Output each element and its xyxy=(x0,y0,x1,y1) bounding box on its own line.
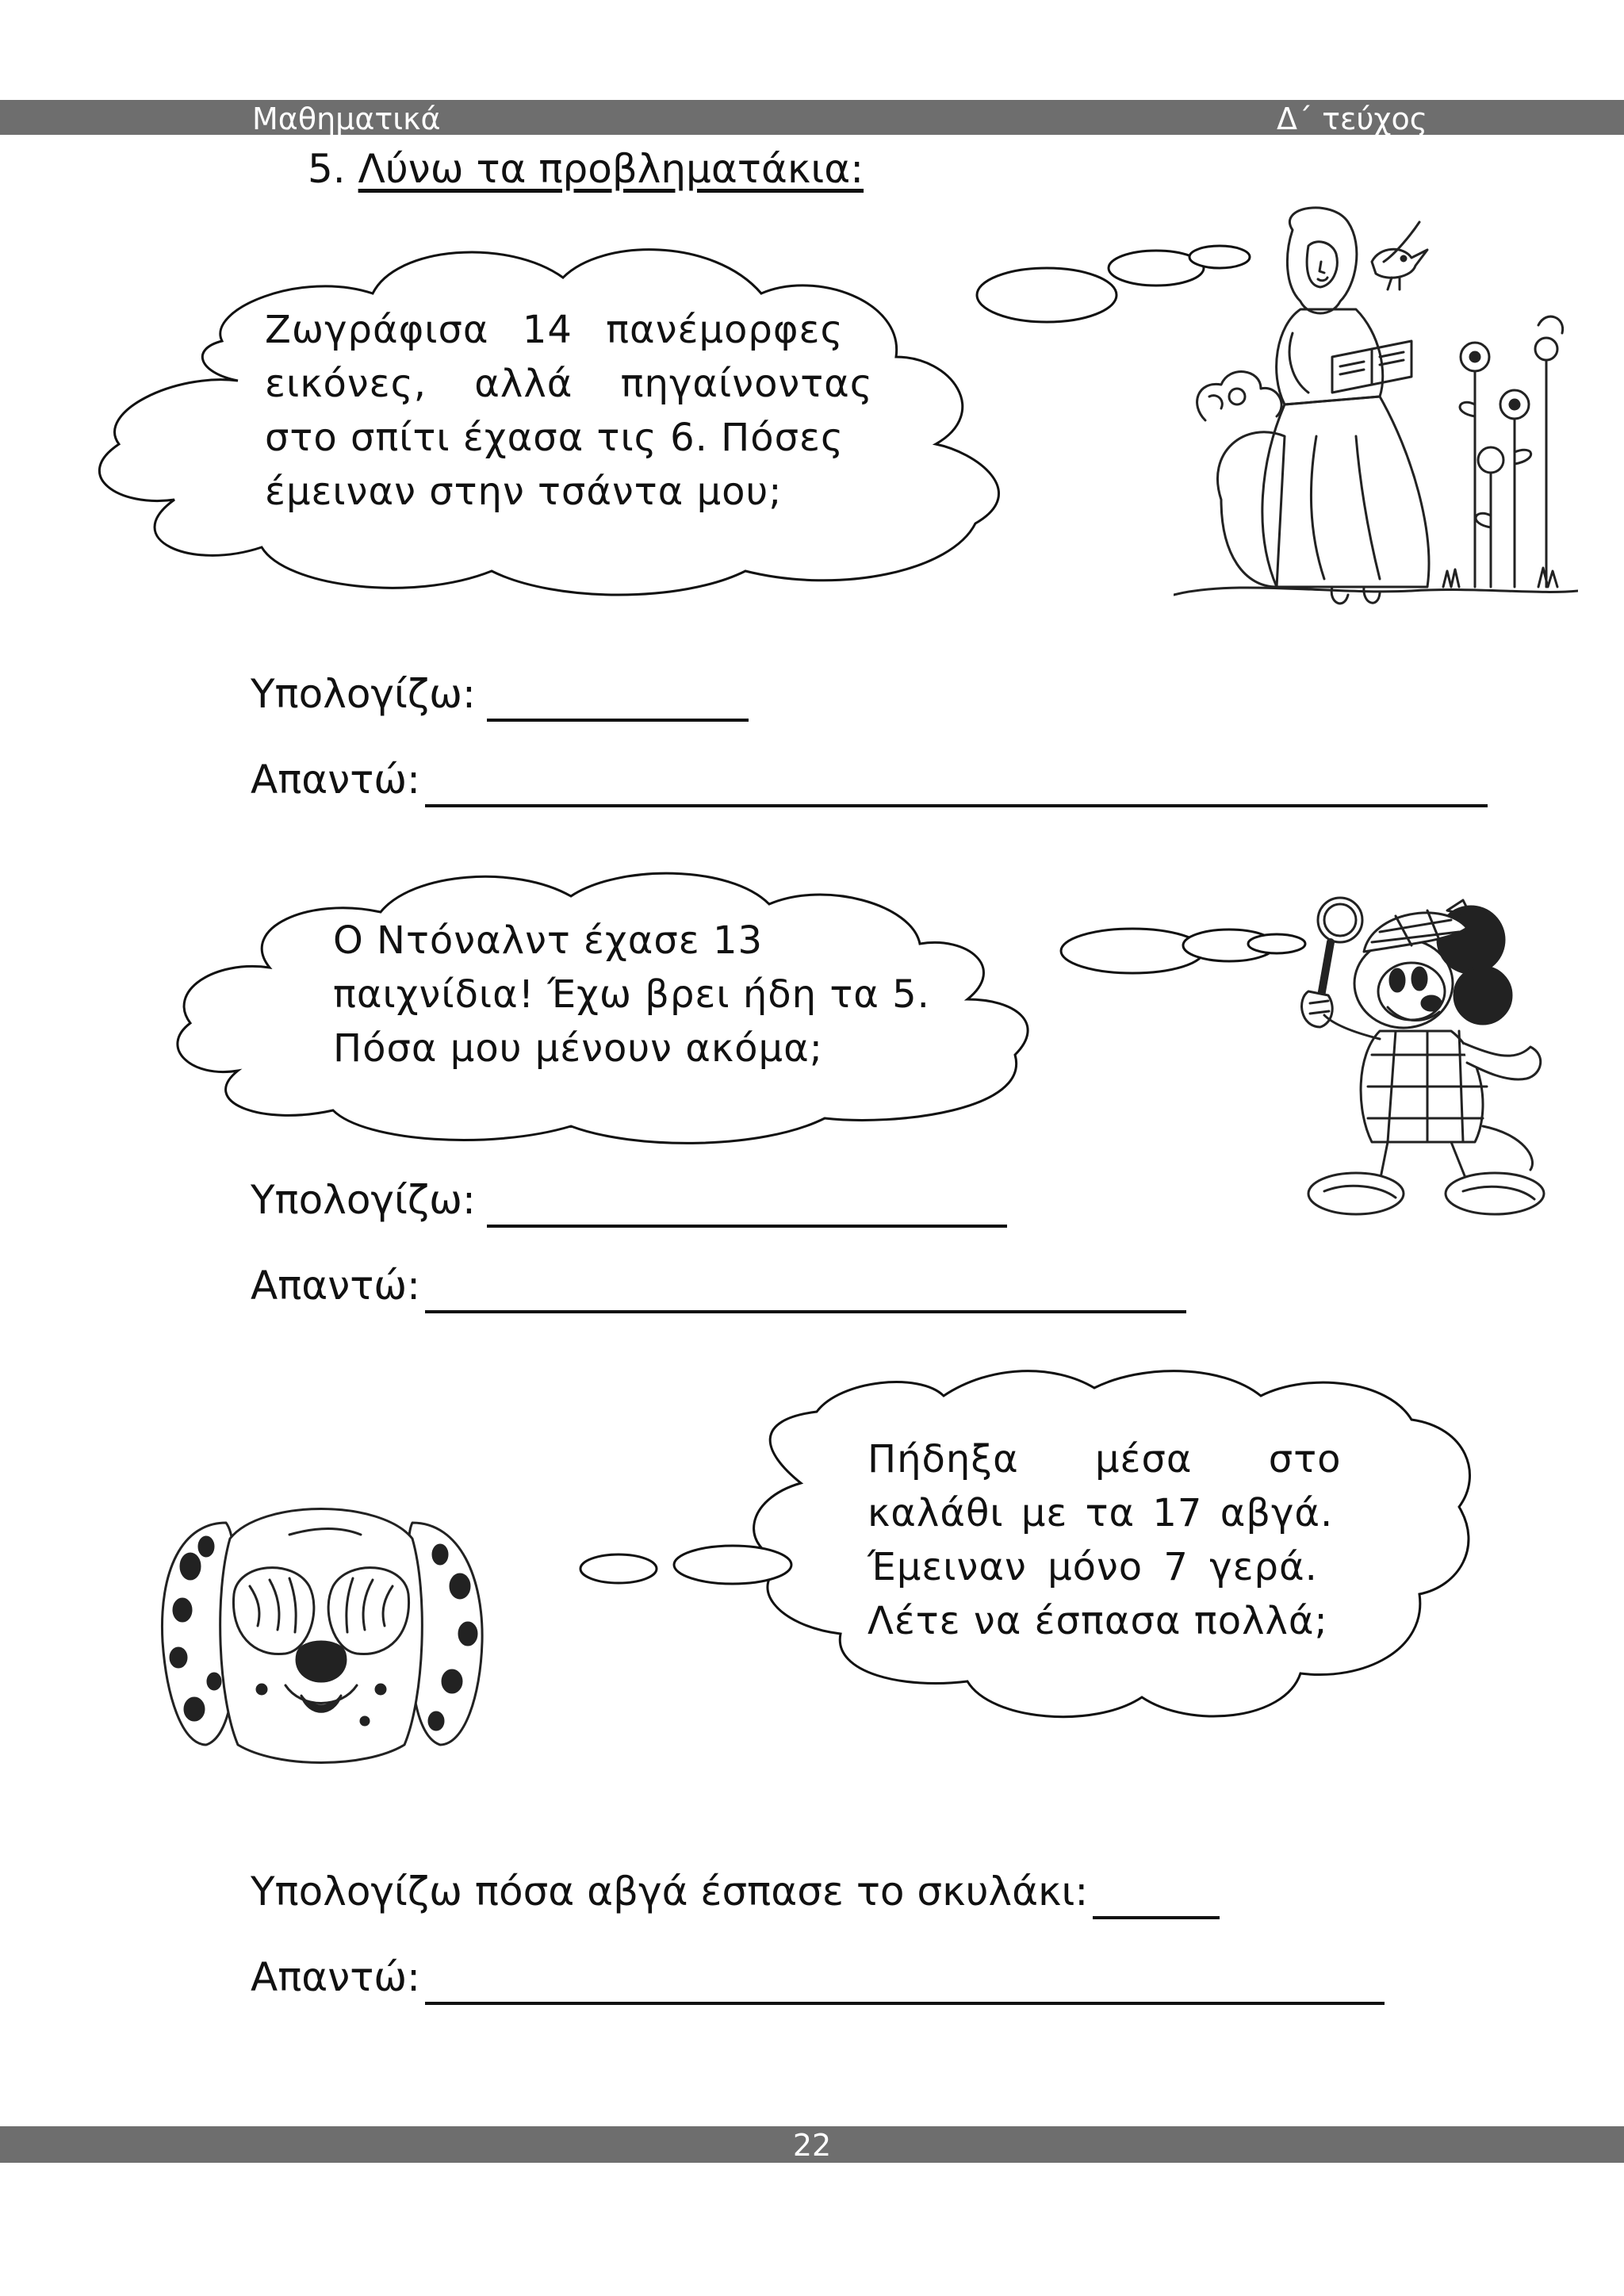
answer-blank[interactable] xyxy=(425,1266,1186,1313)
calc-blank[interactable] xyxy=(487,1180,1007,1228)
problem-3-answer-row xyxy=(251,1949,1385,2005)
detective-mouse-illustration xyxy=(1293,896,1554,1229)
problem-2-text xyxy=(333,914,952,1075)
problem-3-text xyxy=(868,1432,1375,1648)
problem-3-line: Πήδηξα μέσα στο xyxy=(868,1437,1342,1481)
problem-1-calc-row xyxy=(251,666,749,722)
princess-reading-illustration xyxy=(1174,198,1578,619)
footer-bar xyxy=(0,2126,1624,2163)
problem-2-line: παιχνίδια! Έχω βρει ήδη τα 5. xyxy=(333,972,930,1017)
problem-1-line: στο σπίτι έχασα τις 6. Πόσες xyxy=(265,416,845,460)
answer-label: Απαντώ: xyxy=(251,1263,421,1309)
dalmatian-puppy-icon xyxy=(151,1491,492,1777)
header-issue: Δ΄ τεύχος xyxy=(1277,102,1427,136)
princess-reading-icon xyxy=(1174,198,1578,619)
problem-3-line: Έμειναν μόνο 7 γερά. xyxy=(868,1545,1318,1589)
calc-blank[interactable] xyxy=(487,674,749,722)
calc-label: Υπολογίζω: xyxy=(251,1177,476,1223)
problem-3-calc-row xyxy=(251,1864,1220,1919)
calc-label: Υπολογίζω: xyxy=(251,671,476,717)
page-number: 22 xyxy=(792,2128,832,2163)
section-number: 5. xyxy=(308,146,346,192)
answer-label: Απαντώ: xyxy=(251,757,421,803)
problem-2-line: Πόσα μου μένουν ακόμα; xyxy=(333,1026,823,1071)
problem-3-line: καλάθι με τα 17 αβγά. xyxy=(868,1491,1334,1535)
answer-blank[interactable] xyxy=(425,760,1488,807)
answer-blank[interactable] xyxy=(425,1957,1385,2005)
dalmatian-puppy-illustration xyxy=(151,1491,492,1777)
problem-2-line: Ο Ντόναλντ έχασε 13 xyxy=(333,918,764,963)
section-title-text: Λύνω τα προβληματάκια: xyxy=(358,146,864,192)
problem-2-answer-row xyxy=(251,1258,1186,1313)
detective-mouse-icon xyxy=(1293,896,1554,1229)
answer-label: Απαντώ: xyxy=(251,1954,421,2000)
calc-label: Υπολογίζω πόσα αβγά έσπασε το σκυλάκι: xyxy=(251,1869,1089,1915)
problem-2-calc-row xyxy=(251,1172,1007,1228)
header-subject: Μαθηματικά xyxy=(252,102,441,136)
problem-1-answer-row xyxy=(251,752,1488,807)
calc-blank[interactable] xyxy=(1093,1872,1220,1919)
problem-3-line: Λέτε να έσπασα πολλά; xyxy=(868,1599,1328,1643)
problem-1-line: Ζωγράφισα 14 πανέμορφες xyxy=(265,308,844,352)
problem-1-line: έμειναν στην τσάντα μου; xyxy=(265,470,783,514)
problem-1-text xyxy=(265,303,883,519)
problem-1-line: εικόνες, αλλά πηγαίνοντας xyxy=(265,362,873,406)
